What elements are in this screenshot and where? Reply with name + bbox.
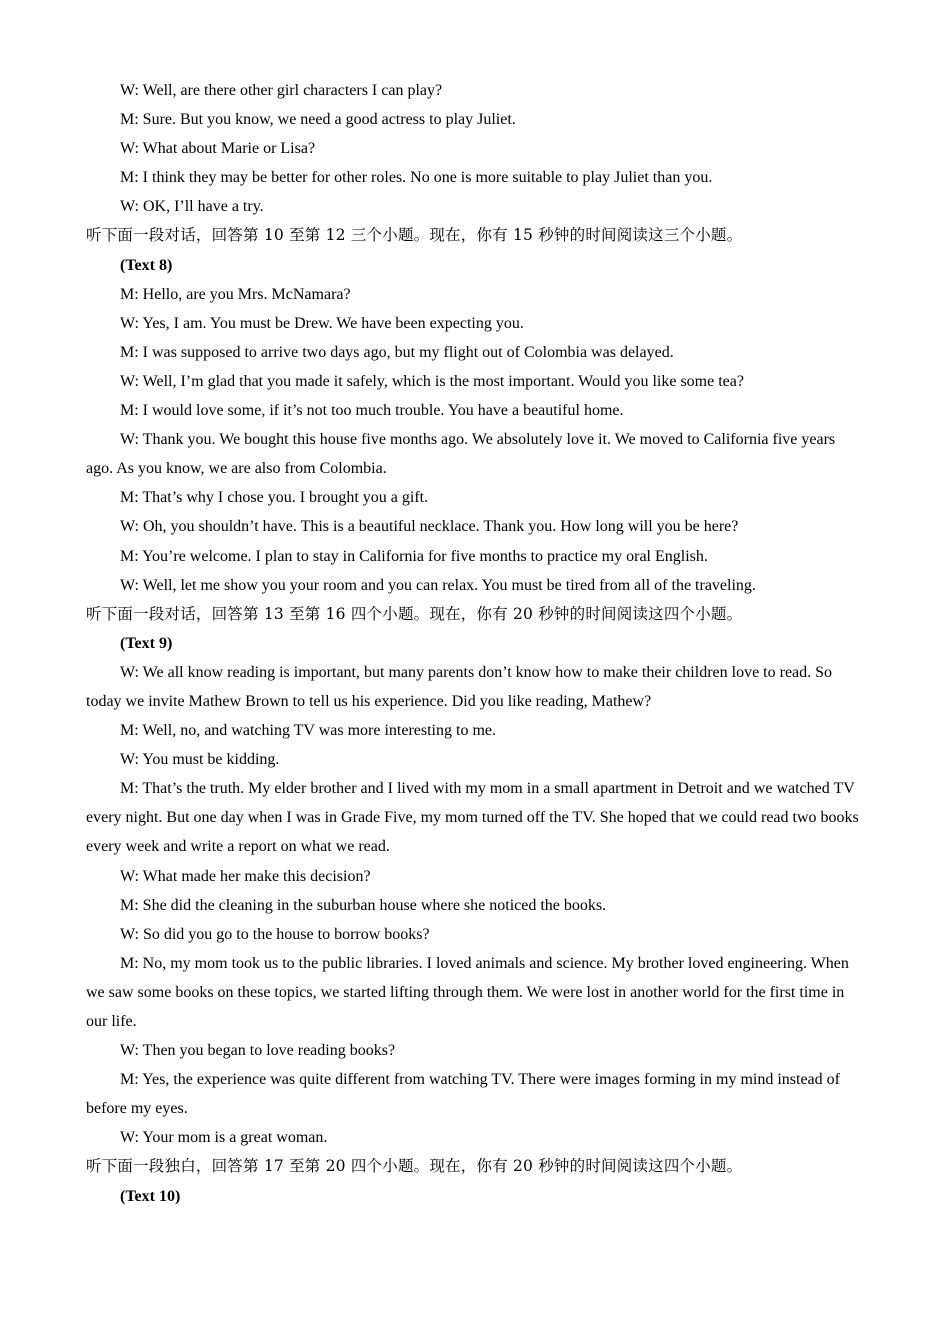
dialogue-line: W: Oh, you shouldn’t have. This is a beautiful necklace. Thank you. How long will you be here? — [120, 518, 739, 536]
dialogue-line: M: She did the cleaning in the suburban house where she noticed the books. — [120, 896, 607, 914]
dialogue-line: W: Well, let me show you your room and you can relax. You must be tired from all of the traveling. — [120, 576, 756, 594]
section-heading: (Text 10) — [120, 1187, 181, 1205]
section-heading: (Text 8) — [120, 256, 173, 274]
dialogue-line: M: Yes, the experience was quite different from watching TV. There were images forming in my mind instead of before my eyes. — [86, 1071, 840, 1118]
dialogue-line: M: That’s the truth. My elder brother and I lived with my mom in a small apartment in Detroit and we watched TV every night. But one day when I was in Grade Five, my mom turned off the TV. She hoped that we could read two books every week and write a report on what we read. — [86, 780, 859, 856]
dialogue-line: M: Well, no, and watching TV was more interesting to me. — [120, 722, 496, 740]
dialogue-line: M: That’s why I chose you. I brought you a gift. — [120, 489, 429, 507]
instruction-line: 听下面一段独白，回答第 17 至第 20 四个小题。现在，你有 20 秒钟的时间阅读这四个小题。 — [86, 1157, 743, 1176]
section-heading: (Text 9) — [120, 634, 173, 652]
dialogue-line: M: Sure. But you know, we need a good actress to play Juliet. — [120, 111, 516, 129]
dialogue-line: M: Hello, are you Mrs. McNamara? — [120, 285, 351, 303]
dialogue-line: M: I think they may be better for other roles. No one is more suitable to play Juliet than you. — [120, 169, 713, 187]
dialogue-line: M: I would love some, if it’s not too much trouble. You have a beautiful home. — [120, 402, 624, 420]
dialogue-line: W: Your mom is a great woman. — [120, 1129, 328, 1147]
instruction-line: 听下面一段对话，回答第 10 至第 12 三个小题。现在，你有 15 秒钟的时间阅读这三个小题。 — [86, 226, 743, 245]
dialogue-line: M: I was supposed to arrive two days ago, but my flight out of Colombia was delayed. — [120, 343, 674, 361]
transcript-body — [86, 76, 866, 1211]
dialogue-line: M: You’re welcome. I plan to stay in California for five months to practice my oral English. — [120, 547, 708, 565]
dialogue-line: W: What made her make this decision? — [120, 867, 371, 885]
dialogue-line: W: You must be kidding. — [120, 751, 280, 769]
dialogue-line: W: What about Marie or Lisa? — [120, 140, 316, 158]
dialogue-line: M: No, my mom took us to the public libraries. I loved animals and science. My brother loved engineering. When we saw some books on these topics, we started lifting through them. We were lost in another world for the first time in our life. — [86, 954, 849, 1030]
dialogue-line: W: Well, are there other girl characters I can play? — [120, 82, 443, 99]
dialogue-line: W: Then you began to love reading books? — [120, 1042, 396, 1060]
dialogue-line: W: We all know reading is important, but many parents don’t know how to make their children love to read. So today we invite Mathew Brown to tell us his experience. Did you like reading, Mathew? — [86, 663, 833, 710]
dialogue-line: W: Well, I’m glad that you made it safely, which is the most important. Would you like some tea? — [120, 372, 744, 390]
instruction-line: 听下面一段对话，回答第 13 至第 16 四个小题。现在，你有 20 秒钟的时间阅读这四个小题。 — [86, 604, 743, 623]
dialogue-line: W: So did you go to the house to borrow books? — [120, 925, 430, 943]
dialogue-line: W: OK, I’ll have a try. — [120, 198, 264, 216]
dialogue-line: W: Yes, I am. You must be Drew. We have been expecting you. — [120, 314, 524, 332]
dialogue-line: W: Thank you. We bought this house five months ago. We absolutely love it. We moved to California five years ago. As you know, we are also from Colombia. — [86, 431, 836, 478]
